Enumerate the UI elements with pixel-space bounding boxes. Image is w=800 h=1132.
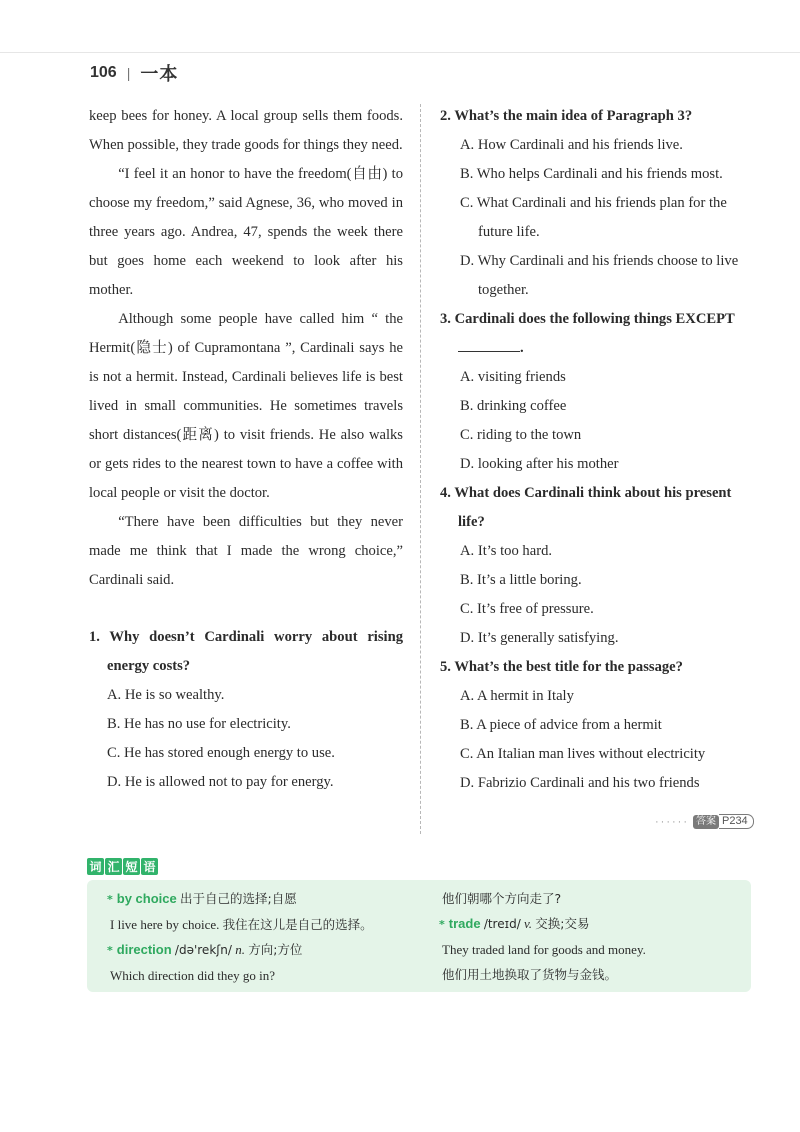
example-zh: 我住在这儿是自己的选择。	[222, 917, 373, 932]
option-3d: D. looking after his mother	[460, 456, 619, 472]
star-icon: *	[439, 918, 445, 931]
vocab-definition: 出于自己的选择;自愿	[179, 891, 297, 906]
option-4d: D. It’s generally satisfying.	[460, 630, 619, 646]
vocab-pos: v.	[523, 916, 533, 931]
question-stem: 4. What does Cardinali think about his present life?	[440, 485, 732, 530]
leader-dots: ······	[655, 815, 689, 828]
option-5d: D. Fabrizio Cardinali and his two friends	[460, 775, 700, 791]
option-3a: A. visiting friends	[460, 369, 566, 385]
header-separator: |	[126, 65, 131, 81]
option-1d: D. He is allowed not to pay for energy.	[107, 774, 334, 790]
example-zh: 他们用土地换取了货物与金钱。	[442, 967, 618, 982]
option-2a: A. How Cardinali and his friends live.	[460, 137, 683, 153]
vocab-term: trade	[448, 916, 481, 931]
vocab-box	[87, 880, 751, 992]
vocab-example	[107, 963, 427, 988]
left-column	[89, 102, 403, 797]
page-number: 106	[90, 64, 117, 81]
answer-page: P234	[719, 814, 754, 829]
passage-paragraph: Although some people have called him “ the Hermit(隐士) of Cupramontana ”, Cardinali says he is not a hermit. Instead, Cardinali believes life is best lived in small communities. He sometimes travels short distances(距离) to visit friends. He also walks or gets rides to the nearest town to have a coffee with local people or visit the doctor.	[89, 311, 403, 501]
right-column	[440, 102, 756, 798]
vocab-left-column	[107, 886, 427, 988]
example-zh-continuation: 他们朝哪个方向走了?	[442, 891, 562, 906]
example-en: I live here by choice.	[110, 917, 220, 932]
example-en: Which direction did they go in?	[110, 968, 275, 983]
answer-blank	[458, 337, 520, 352]
passage-paragraph: “I feel it an honor to have the freedom(自由) to choose my freedom,” said Agnese, 36, who moved in three years ago. Andrea, 47, spends the week there but goes home each weekend to look after his mother.	[89, 166, 403, 298]
vocab-title-char: 短	[123, 858, 140, 875]
column-divider	[420, 104, 421, 834]
vocab-entry	[107, 886, 427, 912]
vocab-right-column	[439, 886, 739, 987]
answer-reference	[655, 814, 754, 829]
option-1b: B. He has no use for electricity.	[107, 716, 291, 732]
question-4	[440, 479, 756, 537]
answer-badge: 答案	[693, 815, 719, 829]
top-rule	[0, 52, 800, 53]
passage-paragraph: keep bees for honey. A local group sells them foods. When possible, they trade goods for things they need.	[89, 108, 403, 153]
question-1	[89, 623, 403, 681]
option-2b: B. Who helps Cardinali and his friends most.	[460, 166, 723, 182]
option-3c: C. riding to the town	[460, 427, 582, 443]
vocab-entry	[439, 911, 739, 937]
vocab-definition: 交换;交易	[535, 916, 590, 931]
vocab-pos: n.	[235, 942, 245, 957]
blank-suffix: .	[520, 340, 524, 356]
option-4b: B. It’s a little boring.	[460, 572, 582, 588]
option-3b: B. drinking coffee	[460, 398, 567, 414]
question-stem: 5. What’s the best title for the passage?	[440, 659, 683, 675]
option-2c: C. What Cardinali and his friends plan for the future life.	[460, 195, 727, 240]
star-icon: *	[107, 893, 113, 906]
vocab-pronunciation: /treɪd/	[483, 917, 521, 931]
option-5b: B. A piece of advice from a hermit	[460, 717, 662, 733]
vocab-example	[107, 912, 427, 937]
vocab-term: by choice	[116, 891, 177, 906]
option-5a: A. A hermit in Italy	[460, 688, 574, 704]
option-5c: C. An Italian man lives without electricity	[460, 746, 706, 762]
question-stem: 3. Cardinali does the following things EXCEPT	[440, 311, 735, 327]
example-en: They traded land for goods and money.	[442, 942, 646, 957]
option-1a: A. He is so wealthy.	[107, 687, 225, 703]
option-4c: C. It’s free of pressure.	[460, 601, 594, 617]
vocab-term: direction	[116, 942, 172, 957]
passage-paragraph: “There have been difficulties but they never made me think that I made the wrong choice,” Cardinali said.	[89, 514, 403, 588]
vocab-title-char: 词	[87, 858, 104, 875]
option-2d: D. Why Cardinali and his friends choose to live together.	[460, 253, 739, 298]
option-4a: A. It’s too hard.	[460, 543, 553, 559]
vocab-entry	[107, 937, 427, 963]
vocab-pronunciation: /də'rekʃn/	[174, 943, 232, 957]
vocab-section-title	[87, 858, 158, 875]
question-5	[440, 653, 756, 682]
star-icon: *	[107, 944, 113, 957]
vocab-title-char: 语	[141, 858, 158, 875]
question-stem: 2. What’s the main idea of Paragraph 3?	[440, 108, 693, 124]
vocab-title-char: 汇	[105, 858, 122, 875]
option-1c: C. He has stored enough energy to use.	[107, 745, 335, 761]
page-header	[90, 60, 178, 86]
question-3	[440, 305, 756, 363]
brand-logo: 一本	[140, 64, 179, 85]
question-stem: 1. Why doesn’t Cardinali worry about rising energy costs?	[89, 629, 403, 674]
vocab-definition: 方向;方位	[248, 942, 303, 957]
question-2	[440, 102, 756, 131]
